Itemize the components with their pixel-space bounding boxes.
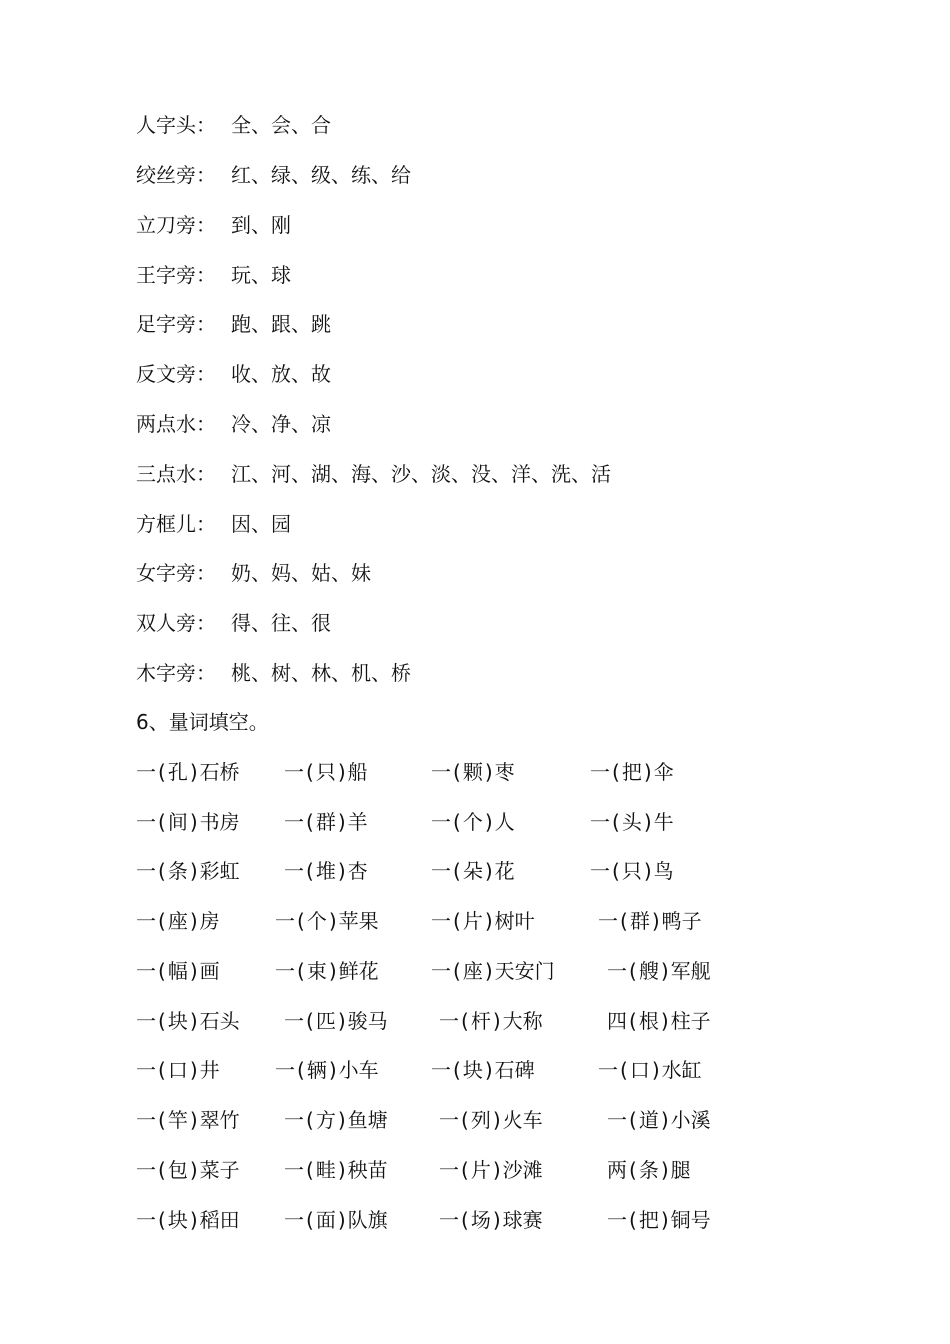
measure-word-answer: 片 [462,909,483,933]
close-paren: ) [189,1208,198,1232]
radical-name: 反文旁： [136,362,216,386]
measure-noun: 彩虹 [199,859,240,883]
open-paren: ( [306,1208,314,1232]
open-paren: ( [158,1108,166,1132]
radical-name: 双人旁： [136,611,216,635]
measure-noun: 羊 [347,810,368,834]
measure-number: 一 [284,1208,304,1232]
radical-name: 木字旁： [136,661,216,685]
measure-word-answer: 场 [470,1208,491,1232]
radical-row [136,309,331,339]
measure-word-answer: 座 [462,959,483,983]
close-paren: ) [337,1208,346,1232]
measure-word-item [607,1205,711,1235]
measure-word-item [431,757,515,787]
measure-word-answer: 竿 [167,1108,188,1132]
measure-noun: 鱼塘 [347,1108,388,1132]
measure-word-answer: 颗 [462,760,483,784]
measure-word-item [284,1006,388,1036]
measure-word-item [284,1155,388,1185]
close-paren: ) [492,1158,501,1182]
close-paren: ) [189,1108,198,1132]
close-paren: ) [337,810,346,834]
close-paren: ) [189,1009,198,1033]
radical-row [136,409,331,439]
open-paren: ( [306,1108,314,1132]
open-paren: ( [461,1108,469,1132]
close-paren: ) [492,1208,501,1232]
measure-noun: 骏马 [347,1009,388,1033]
measure-word-item [431,906,535,936]
radical-row [136,160,411,190]
measure-word-answer: 片 [470,1158,491,1182]
measure-word-row [136,1205,896,1235]
measure-number: 一 [590,760,610,784]
radical-chars: 到、刚 [231,213,291,237]
measure-word-answer: 孔 [167,760,188,784]
measure-word-answer: 列 [470,1108,491,1132]
close-paren: ) [484,859,493,883]
measure-number: 一 [284,760,304,784]
open-paren: ( [158,1009,166,1033]
open-paren: ( [453,810,461,834]
measure-noun: 船 [347,760,368,784]
radical-name: 三点水： [136,462,216,486]
measure-number: 一 [590,859,610,883]
measure-noun: 水缸 [661,1058,702,1082]
measure-word-item [598,1055,702,1085]
measure-noun: 房 [199,909,220,933]
measure-noun: 鲜花 [338,959,379,983]
measure-noun: 队旗 [347,1208,388,1232]
close-paren: ) [189,1158,198,1182]
measure-word-answer: 块 [167,1208,188,1232]
close-paren: ) [660,1208,669,1232]
close-paren: ) [189,959,198,983]
close-paren: ) [484,810,493,834]
radical-chars: 收、放、故 [231,362,331,386]
radical-chars: 玩、球 [231,263,291,287]
measure-noun: 人 [494,810,515,834]
open-paren: ( [158,1058,166,1082]
measure-word-row [136,757,896,787]
measure-noun: 苹果 [338,909,379,933]
close-paren: ) [328,909,337,933]
measure-number: 一 [431,909,451,933]
open-paren: ( [158,859,166,883]
measure-word-item [284,856,368,886]
measure-word-answer: 口 [167,1058,188,1082]
measure-word-item [607,1006,711,1036]
measure-number: 一 [431,859,451,883]
measure-word-item [607,1105,711,1135]
close-paren: ) [660,1108,669,1132]
measure-word-item [284,807,368,837]
measure-number: 一 [439,1108,459,1132]
open-paren: ( [453,859,461,883]
measure-word-answer: 个 [462,810,483,834]
close-paren: ) [189,810,198,834]
measure-noun: 井 [199,1058,220,1082]
radical-chars: 江、河、湖、海、沙、淡、没、洋、洗、活 [231,462,611,486]
close-paren: ) [660,1158,669,1182]
measure-number: 一 [136,909,156,933]
open-paren: ( [612,760,620,784]
open-paren: ( [612,859,620,883]
measure-number: 一 [439,1208,459,1232]
radical-row [136,210,291,240]
measure-word-answer: 束 [306,959,327,983]
measure-number: 一 [284,1009,304,1033]
measure-word-answer: 方 [315,1108,336,1132]
close-paren: ) [484,1058,493,1082]
measure-noun: 柱子 [670,1009,711,1033]
open-paren: ( [620,909,628,933]
measure-word-answer: 艘 [638,959,659,983]
close-paren: ) [337,760,346,784]
measure-number: 一 [431,959,451,983]
measure-word-item [590,856,674,886]
measure-noun: 花 [494,859,515,883]
measure-noun: 小车 [338,1058,379,1082]
measure-word-item [136,856,240,886]
radical-row [136,608,331,638]
close-paren: ) [337,859,346,883]
measure-number: 一 [607,1208,627,1232]
radical-name: 绞丝旁： [136,163,216,187]
measure-number: 一 [136,959,156,983]
radical-chars: 桃、树、林、机、桥 [231,661,411,685]
measure-number: 一 [136,1058,156,1082]
open-paren: ( [461,1158,469,1182]
measure-word-answer: 堆 [315,859,336,883]
measure-word-answer: 群 [315,810,336,834]
radical-row [136,260,291,290]
close-paren: ) [189,760,198,784]
measure-word-item [275,906,379,936]
measure-noun: 天安门 [494,959,555,983]
measure-number: 一 [598,1058,618,1082]
measure-noun: 书房 [199,810,240,834]
measure-word-answer: 根 [638,1009,659,1033]
measure-word-item [136,1205,240,1235]
close-paren: ) [189,859,198,883]
measure-word-row [136,856,896,886]
close-paren: ) [643,810,652,834]
measure-word-answer: 座 [167,909,188,933]
measure-word-item [439,1105,543,1135]
measure-word-answer: 块 [167,1009,188,1033]
close-paren: ) [189,1058,198,1082]
measure-noun: 牛 [653,810,674,834]
open-paren: ( [306,859,314,883]
close-paren: ) [492,1009,501,1033]
measure-word-item [136,906,220,936]
measure-word-row [136,906,896,936]
measure-word-answer: 幅 [167,959,188,983]
measure-noun: 腿 [670,1158,691,1182]
measure-word-answer: 个 [306,909,327,933]
open-paren: ( [461,1009,469,1033]
measure-noun: 枣 [494,760,515,784]
open-paren: ( [453,959,461,983]
measure-word-item [607,1155,691,1185]
open-paren: ( [306,810,314,834]
measure-word-answer: 条 [638,1158,659,1182]
open-paren: ( [158,1208,166,1232]
close-paren: ) [660,1009,669,1033]
radical-chars: 红、绿、级、练、给 [231,163,411,187]
measure-number: 一 [275,1058,295,1082]
measure-noun: 军舰 [670,959,711,983]
open-paren: ( [306,760,314,784]
measure-number: 一 [284,1108,304,1132]
measure-word-item [431,856,515,886]
measure-number: 一 [431,810,451,834]
measure-word-row [136,956,896,986]
radical-row [136,359,331,389]
radical-name: 立刀旁： [136,213,216,237]
measure-noun: 菜子 [199,1158,240,1182]
radical-chars: 因、园 [231,512,291,536]
measure-noun: 画 [199,959,220,983]
measure-word-item [136,757,240,787]
measure-word-item [431,1055,535,1085]
open-paren: ( [629,959,637,983]
radical-chars: 冷、净、凉 [231,412,331,436]
measure-noun: 小溪 [670,1108,711,1132]
radical-name: 人字头： [136,113,216,137]
close-paren: ) [651,1058,660,1082]
radical-row [136,110,331,140]
measure-word-item [590,757,674,787]
measure-word-answer: 头 [621,810,642,834]
measure-word-row [136,1006,896,1036]
close-paren: ) [643,760,652,784]
radical-row [136,558,371,588]
measure-number: 一 [275,909,295,933]
open-paren: ( [297,909,305,933]
measure-noun: 杏 [347,859,368,883]
measure-number: 一 [598,909,618,933]
measure-noun: 秧苗 [347,1158,388,1182]
open-paren: ( [306,1158,314,1182]
measure-noun: 石头 [199,1009,240,1033]
measure-word-item [439,1155,543,1185]
radical-chars: 跑、跟、跳 [231,312,331,336]
measure-word-answer: 块 [462,1058,483,1082]
open-paren: ( [306,1009,314,1033]
measure-word-row [136,807,896,837]
measure-noun: 石碑 [494,1058,535,1082]
measure-word-answer: 只 [315,760,336,784]
measure-word-item [275,956,379,986]
close-paren: ) [484,760,493,784]
close-paren: ) [660,959,669,983]
measure-noun: 树叶 [494,909,535,933]
measure-number: 两 [607,1158,627,1182]
measure-noun: 伞 [653,760,674,784]
measure-number: 一 [590,810,610,834]
open-paren: ( [629,1009,637,1033]
measure-number: 一 [275,959,295,983]
measure-number: 一 [439,1158,459,1182]
radical-name: 方框儿： [136,512,216,536]
measure-noun: 稻田 [199,1208,240,1232]
measure-noun: 鸭子 [661,909,702,933]
measure-noun: 球赛 [502,1208,543,1232]
measure-word-answer: 只 [621,859,642,883]
open-paren: ( [158,909,166,933]
measure-number: 一 [284,1158,304,1182]
section-title: 6、量词填空。 [136,710,269,734]
measure-number: 一 [284,810,304,834]
radical-row [136,658,411,688]
measure-word-item [136,956,220,986]
close-paren: ) [328,1058,337,1082]
measure-noun: 火车 [502,1108,543,1132]
radical-name: 足字旁： [136,312,216,336]
measure-noun: 翠竹 [199,1108,240,1132]
measure-word-item [431,807,515,837]
measure-number: 一 [136,1208,156,1232]
open-paren: ( [297,1058,305,1082]
measure-number: 一 [439,1009,459,1033]
measure-word-answer: 杆 [470,1009,491,1033]
measure-word-answer: 朵 [462,859,483,883]
measure-noun: 石桥 [199,760,240,784]
measure-noun: 沙滩 [502,1158,543,1182]
close-paren: ) [328,959,337,983]
open-paren: ( [629,1108,637,1132]
open-paren: ( [620,1058,628,1082]
measure-word-item [136,1055,220,1085]
close-paren: ) [484,909,493,933]
open-paren: ( [461,1208,469,1232]
measure-number: 一 [136,859,156,883]
measure-noun: 鸟 [653,859,674,883]
measure-word-answer: 匹 [315,1009,336,1033]
close-paren: ) [337,1108,346,1132]
close-paren: ) [189,909,198,933]
measure-word-item [439,1205,543,1235]
measure-word-answer: 辆 [306,1058,327,1082]
measure-word-answer: 畦 [315,1158,336,1182]
measure-word-item [439,1006,543,1036]
measure-word-item [284,1205,388,1235]
open-paren: ( [297,959,305,983]
measure-word-item [590,807,674,837]
measure-word-item [284,757,368,787]
measure-word-row [136,1105,896,1135]
measure-number: 一 [136,1108,156,1132]
measure-word-item [136,807,240,837]
measure-word-answer: 把 [621,760,642,784]
measure-word-item [431,956,555,986]
close-paren: ) [484,959,493,983]
measure-word-answer: 条 [167,859,188,883]
measure-word-row [136,1155,896,1185]
open-paren: ( [158,959,166,983]
open-paren: ( [158,1158,166,1182]
measure-word-row [136,1055,896,1085]
measure-number: 一 [284,859,304,883]
radical-row [136,459,611,489]
measure-number: 一 [607,959,627,983]
measure-word-item [136,1006,240,1036]
measure-noun: 大称 [502,1009,543,1033]
measure-number: 一 [136,810,156,834]
open-paren: ( [453,1058,461,1082]
open-paren: ( [612,810,620,834]
radical-chars: 得、往、很 [231,611,331,635]
measure-word-answer: 间 [167,810,188,834]
measure-number: 一 [431,760,451,784]
measure-number: 一 [136,1158,156,1182]
measure-word-answer: 道 [638,1108,659,1132]
radical-name: 两点水： [136,412,216,436]
measure-number: 一 [607,1108,627,1132]
radical-chars: 全、会、合 [231,113,331,137]
measure-word-item [598,906,702,936]
measure-word-answer: 群 [629,909,650,933]
radical-chars: 奶、妈、姑、妹 [231,561,371,585]
measure-word-item [136,1105,240,1135]
measure-number: 一 [136,760,156,784]
measure-number: 一 [431,1058,451,1082]
measure-word-item [607,956,711,986]
close-paren: ) [337,1009,346,1033]
open-paren: ( [629,1158,637,1182]
measure-word-item [275,1055,379,1085]
measure-noun: 铜号 [670,1208,711,1232]
open-paren: ( [453,760,461,784]
close-paren: ) [492,1108,501,1132]
measure-word-item [284,1105,388,1135]
radical-name: 王字旁： [136,263,216,287]
measure-number: 四 [607,1009,627,1033]
radical-row [136,509,291,539]
open-paren: ( [453,909,461,933]
measure-word-answer: 包 [167,1158,188,1182]
close-paren: ) [643,859,652,883]
close-paren: ) [651,909,660,933]
open-paren: ( [629,1208,637,1232]
measure-word-item [136,1155,240,1185]
measure-number: 一 [136,1009,156,1033]
measure-word-answer: 把 [638,1208,659,1232]
measure-word-answer: 面 [315,1208,336,1232]
open-paren: ( [158,760,166,784]
measure-word-answer: 口 [629,1058,650,1082]
close-paren: ) [337,1158,346,1182]
radical-name: 女字旁： [136,561,216,585]
open-paren: ( [158,810,166,834]
